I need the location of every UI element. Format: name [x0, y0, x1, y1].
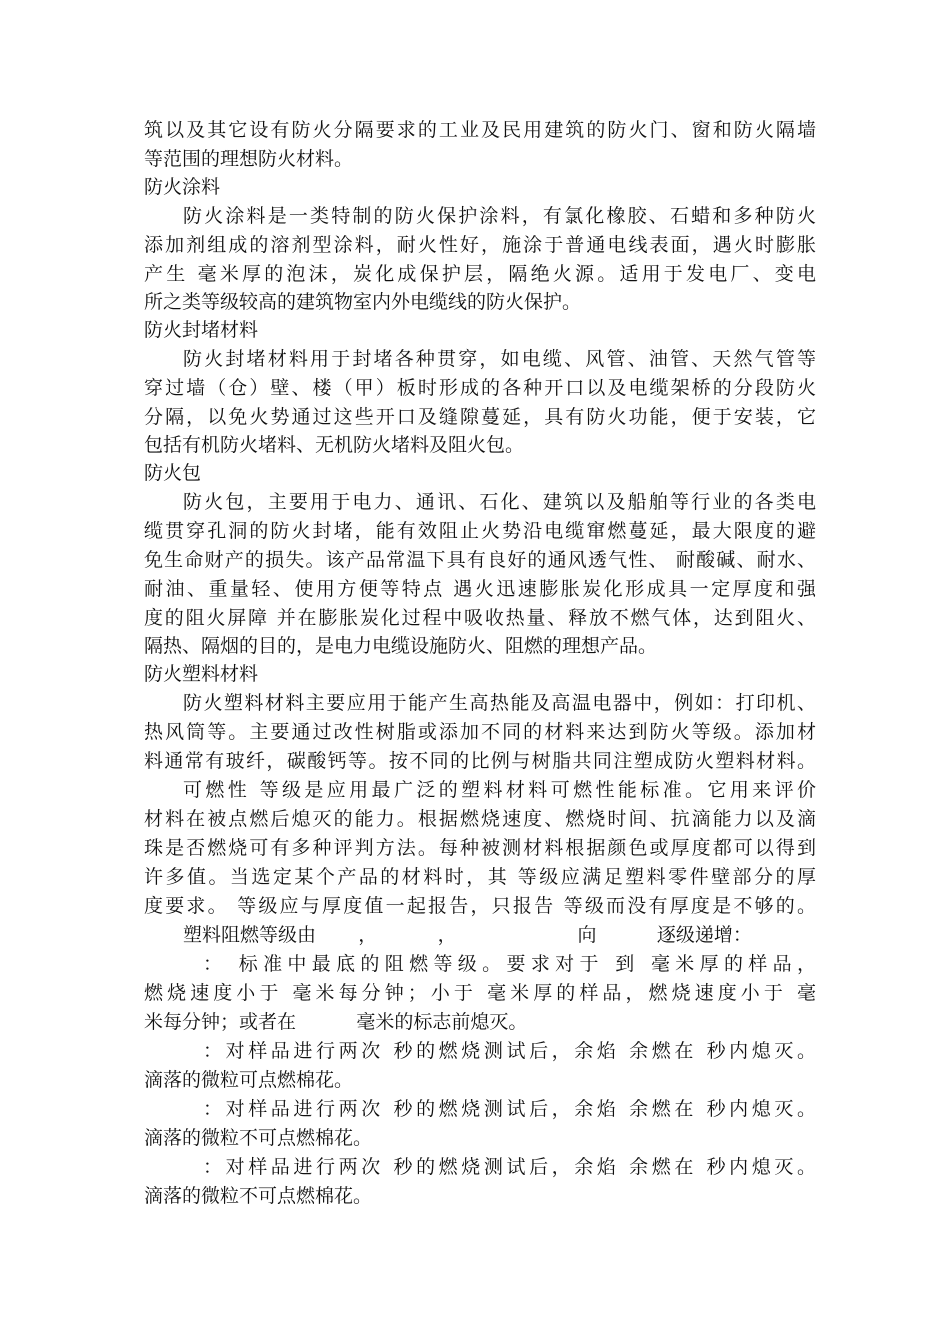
text-line: ：对样品进行两次 秒的燃烧测试后，余焰 余燃在 秒内熄灭。	[203, 1156, 816, 1178]
text-line: 分隔，以免火势通过这些开口及缝隙蔓延，具有防火功能，便于安装，它	[144, 406, 816, 428]
text-line: 料通常有玻纤，碳酸钙等。按不同的比例与树脂共同注塑成防火塑料材料。	[144, 750, 816, 772]
text-line: 燃烧速度小于 毫米每分钟；小于 毫米厚的样品，燃烧速度小于 毫	[144, 982, 816, 1004]
text-line: 可燃性 等级是应用最广泛的塑料材料可燃性能标准。它用来评价	[183, 779, 816, 801]
text-line: 许多值。当选定某个产品的材料时，其 等级应满足塑料零件壁部分的厚	[144, 866, 816, 888]
text-line: 米每分钟；或者在 毫米的标志前熄灭。	[144, 1011, 528, 1033]
text-line: ： 标准中最底的阻燃等级。要求对于 到 毫米厚的样品，	[203, 953, 816, 975]
text-line: 滴落的微粒不可点燃棉花。	[144, 1185, 373, 1207]
text-line: 滴落的微粒不可点燃棉花。	[144, 1127, 373, 1149]
text-line: 等范围的理想防火材料。	[144, 148, 354, 170]
text-line: 材料在被点燃后熄灭的能力。根据燃烧速度、燃烧时间、抗滴能力以及滴	[144, 808, 816, 830]
text-line: 珠是否燃烧可有多种评判方法。每种被测材料根据颜色或厚度都可以得到	[144, 837, 816, 859]
text-line: 防火包，主要用于电力、通讯、石化、建筑以及船舶等行业的各类电	[183, 491, 816, 513]
text-line: 筑以及其它设有防火分隔要求的工业及民用建筑的防火门、窗和防火隔墙	[144, 119, 816, 141]
text-line: 防火塑料材料主要应用于能产生高热能及高温电器中，例如：打印机、	[183, 692, 816, 714]
section-heading: 防火封堵材料	[144, 319, 259, 341]
text-line: 防火涂料是一类特制的防火保护涂料，有氯化橡胶、石蜡和多种防火	[183, 205, 816, 227]
text-line: 热风筒等。主要通过改性树脂或添加不同的材料来达到防火等级。添加材	[144, 721, 816, 743]
text-line: 防火封堵材料用于封堵各种贯穿，如电缆、风管、油管、天然气管等	[183, 348, 816, 370]
text-line: 所之类等级较高的建筑物室内外电缆线的防火保护。	[144, 291, 582, 313]
section-heading: 防火塑料材料	[144, 663, 259, 685]
text-line: 度要求。 等级应与厚度值一起报告，只报告 等级而没有厚度是不够的。	[144, 895, 816, 917]
text-line: 耐油、重量轻、使用方便等特点 遇火迅速膨胀炭化形成具一定厚度和强	[144, 578, 816, 600]
text-line: 产生 毫米厚的泡沫，炭化成保护层，隔绝火源。适用于发电厂、变电	[144, 263, 816, 285]
text-line: 塑料阻燃等级由 ， ， 向 逐级递增：	[183, 924, 752, 946]
text-line: 缆贯穿孔洞的防火封堵，能有效阻止火势沿电缆窜燃蔓延，最大限度的避	[144, 520, 816, 542]
text-line: 隔热、隔烟的目的，是电力电缆设施防火、阻燃的理想产品。	[144, 635, 658, 657]
text-line: 穿过墙（仓）壁、楼（甲）板时形成的各种开口以及电缆架桥的分段防火	[144, 377, 816, 399]
text-line: ：对样品进行两次 秒的燃烧测试后，余焰 余燃在 秒内熄灭。	[203, 1040, 816, 1062]
section-heading: 防火涂料	[144, 176, 221, 198]
text-line: 包括有机防火堵料、无机防火堵料及阻火包。	[144, 434, 525, 456]
section-heading: 防火包	[144, 462, 202, 484]
text-line: 度的阻火屏障 并在膨胀炭化过程中吸收热量、释放不燃气体，达到阻火、	[144, 607, 816, 629]
text-line: 滴落的微粒可点燃棉花。	[144, 1069, 354, 1091]
text-line: 添加剂组成的溶剂型涂料，耐火性好，施涂于普通电线表面，遇火时膨胀	[144, 234, 816, 256]
text-line: ：对样品进行两次 秒的燃烧测试后，余焰 余燃在 秒内熄灭。	[203, 1098, 816, 1120]
text-line: 免生命财产的损失。该产品常温下具有良好的通风透气性、 耐酸碱、耐水、	[144, 549, 816, 571]
